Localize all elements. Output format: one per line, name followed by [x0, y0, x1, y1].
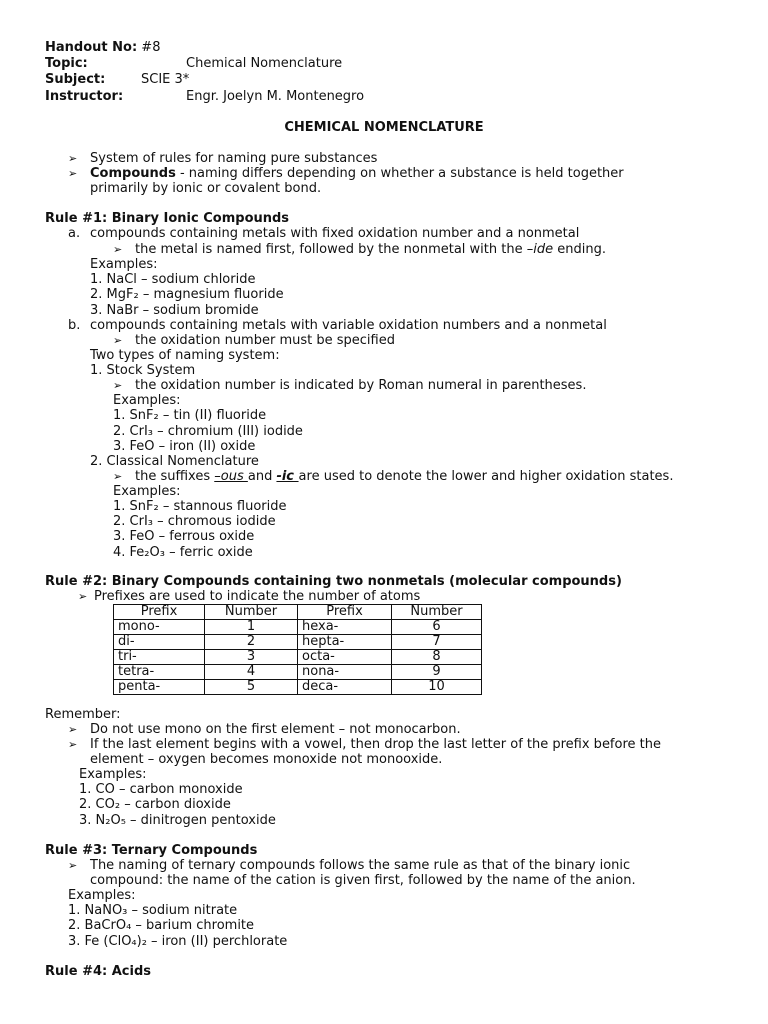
classical-and: and	[247, 469, 277, 484]
arrow-bullet-icon: ➢	[78, 590, 88, 603]
remember-bullet-2-text: If the last element begins with a vowel, then drop the last letter of the prefix before the	[90, 737, 661, 752]
rule1-b-marker: b.	[68, 318, 81, 333]
table-row	[114, 620, 482, 635]
column-header: Prefix	[298, 605, 392, 620]
two-types-label: Two types of naming system:	[90, 348, 280, 363]
rule2-bullet-text: Prefixes are used to indicate the number of atoms	[94, 589, 421, 604]
table-cell: 2	[205, 635, 298, 650]
arrow-bullet-icon: ➢	[113, 334, 123, 347]
column-header: Prefix	[114, 605, 205, 620]
remember-label: Remember:	[45, 707, 121, 722]
table-row	[114, 680, 482, 695]
rule1-a-examples-label: Examples:	[90, 257, 158, 272]
stock-system-title: 1. Stock System	[90, 363, 196, 378]
topic-label: Topic:	[45, 56, 88, 71]
table-header-row	[114, 605, 482, 620]
rule1-a-bullet	[113, 242, 606, 257]
arrow-bullet-icon: ➢	[68, 167, 78, 180]
list-item: 1. NaNO₃ – sodium nitrate	[68, 903, 238, 918]
table-cell: octa-	[298, 650, 392, 665]
remember-bullet-1-text: Do not use mono on the first element – not monocarbon.	[90, 722, 461, 737]
rule1-heading: Rule #1: Binary Ionic Compounds	[45, 211, 290, 226]
instructor-value: Engr. Joelyn M. Montenegro	[186, 89, 365, 104]
rule3-examples-label: Examples:	[68, 888, 136, 903]
list-item: 1. CO – carbon monoxide	[79, 782, 243, 797]
compounds-term: Compounds	[90, 166, 176, 181]
table-cell: 8	[392, 650, 482, 665]
stock-bullet	[113, 378, 586, 393]
arrow-bullet-icon: ➢	[113, 379, 123, 392]
table-cell: mono-	[114, 620, 205, 635]
table-cell: di-	[114, 635, 205, 650]
rule2-bullet	[78, 589, 420, 604]
rule1-b-bullet	[113, 333, 395, 348]
prefix-table	[113, 604, 482, 695]
rule1-b-bullet-text: the oxidation number must be specified	[135, 333, 395, 348]
ide-suffix: –ide	[526, 242, 554, 257]
column-header: Number	[205, 605, 298, 620]
table-cell: 10	[392, 680, 482, 695]
classical-pre: the suffixes	[135, 469, 215, 484]
arrow-bullet-icon: ➢	[68, 152, 78, 165]
list-item: 2. CO₂ – carbon dioxide	[79, 797, 231, 812]
stock-bullet-text: the oxidation number is indicated by Roman numeral in parentheses.	[135, 378, 587, 393]
rule1-b-text: compounds containing metals with variable oxidation numbers and a nonmetal	[90, 318, 607, 333]
arrow-bullet-icon: ➢	[68, 859, 78, 872]
rule1-a-marker: a.	[68, 226, 81, 241]
list-item: 2. MgF₂ – magnesium fluoride	[90, 287, 284, 302]
arrow-bullet-icon: ➢	[113, 243, 123, 256]
intro-bullet-1-text: System of rules for naming pure substances	[90, 151, 378, 166]
table-cell: deca-	[298, 680, 392, 695]
table-cell: 5	[205, 680, 298, 695]
table-cell: hexa-	[298, 620, 392, 635]
intro-bullet-2-text: - naming differs depending on whether a substance is held together	[175, 166, 624, 181]
intro-bullet-2-cont: primarily by ionic or covalent bond.	[90, 181, 322, 196]
remember-bullet-2-cont: element – oxygen becomes monoxide not monooxide.	[90, 752, 443, 767]
column-header: Number	[392, 605, 482, 620]
intro-bullet-2	[68, 166, 624, 181]
remember-bullet-1	[68, 722, 461, 737]
ous-suffix: –ous	[214, 469, 248, 484]
handout-line	[45, 40, 160, 55]
table-cell: 9	[392, 665, 482, 680]
classical-post: are used to denote the lower and higher oxidation states.	[298, 469, 674, 484]
rule1-a-bullet-post: ending.	[553, 242, 606, 257]
rule3-bullet-cont: compound: the name of the cation is given first, followed by the name of the anion.	[90, 873, 636, 888]
list-item: 2. CrI₃ – chromium (III) iodide	[113, 424, 303, 439]
list-item: 3. Fe (ClO₄)₂ – iron (II) perchlorate	[68, 934, 288, 949]
list-item: 3. FeO – iron (II) oxide	[113, 439, 256, 454]
rule2-examples-label: Examples:	[79, 767, 147, 782]
list-item: 1. NaCl – sodium chloride	[90, 272, 256, 287]
rule2-heading: Rule #2: Binary Compounds containing two nonmetals (molecular compounds)	[45, 574, 622, 589]
list-item: 3. FeO – ferrous oxide	[113, 529, 255, 544]
table-row	[114, 665, 482, 680]
table-cell: 3	[205, 650, 298, 665]
table-cell: tri-	[114, 650, 205, 665]
arrow-bullet-icon: ➢	[113, 470, 123, 483]
list-item: 3. N₂O₅ – dinitrogen pentoxide	[79, 813, 276, 828]
page-title: CHEMICAL NOMENCLATURE	[284, 120, 484, 135]
topic-value: Chemical Nomenclature	[186, 56, 343, 71]
ic-suffix: -ic	[276, 469, 299, 484]
instructor-label: Instructor:	[45, 89, 124, 104]
table-row	[114, 635, 482, 650]
table-cell: hepta-	[298, 635, 392, 650]
arrow-bullet-icon: ➢	[68, 738, 78, 751]
rule3-bullet	[68, 858, 630, 873]
handout-label: Handout No:	[45, 40, 138, 55]
rule3-bullet-text: The naming of ternary compounds follows the same rule as that of the binary ionic	[90, 858, 631, 873]
table-cell: 7	[392, 635, 482, 650]
list-item: 2. CrI₃ – chromous iodide	[113, 514, 276, 529]
subject-value: SCIE 3*	[141, 72, 190, 87]
table-row	[114, 650, 482, 665]
rule1-a-text: compounds containing metals with fixed oxidation number and a nonmetal	[90, 226, 580, 241]
table-cell: 4	[205, 665, 298, 680]
classical-examples-label: Examples:	[113, 484, 181, 499]
table-cell: penta-	[114, 680, 205, 695]
list-item: 1. SnF₂ – tin (II) fluoride	[113, 408, 267, 423]
table-cell: tetra-	[114, 665, 205, 680]
list-item: 2. BaCrO₄ – barium chromite	[68, 918, 255, 933]
stock-examples-label: Examples:	[113, 393, 181, 408]
classical-bullet	[113, 469, 673, 484]
rule1-a-bullet-pre: the metal is named first, followed by the nonmetal with the	[135, 242, 527, 257]
subject-label: Subject:	[45, 72, 106, 87]
classical-title: 2. Classical Nomenclature	[90, 454, 259, 469]
rule3-heading: Rule #3: Ternary Compounds	[45, 843, 258, 858]
list-item: 4. Fe₂O₃ – ferric oxide	[113, 545, 253, 560]
handout-value: #8	[141, 40, 161, 55]
list-item: 3. NaBr – sodium bromide	[90, 303, 259, 318]
table-cell: 1	[205, 620, 298, 635]
intro-bullet-1	[68, 151, 377, 166]
rule4-heading: Rule #4: Acids	[45, 964, 151, 979]
table-cell: 6	[392, 620, 482, 635]
arrow-bullet-icon: ➢	[68, 723, 78, 736]
remember-bullet-2	[68, 737, 661, 752]
table-cell: nona-	[298, 665, 392, 680]
list-item: 1. SnF₂ – stannous fluoride	[113, 499, 287, 514]
